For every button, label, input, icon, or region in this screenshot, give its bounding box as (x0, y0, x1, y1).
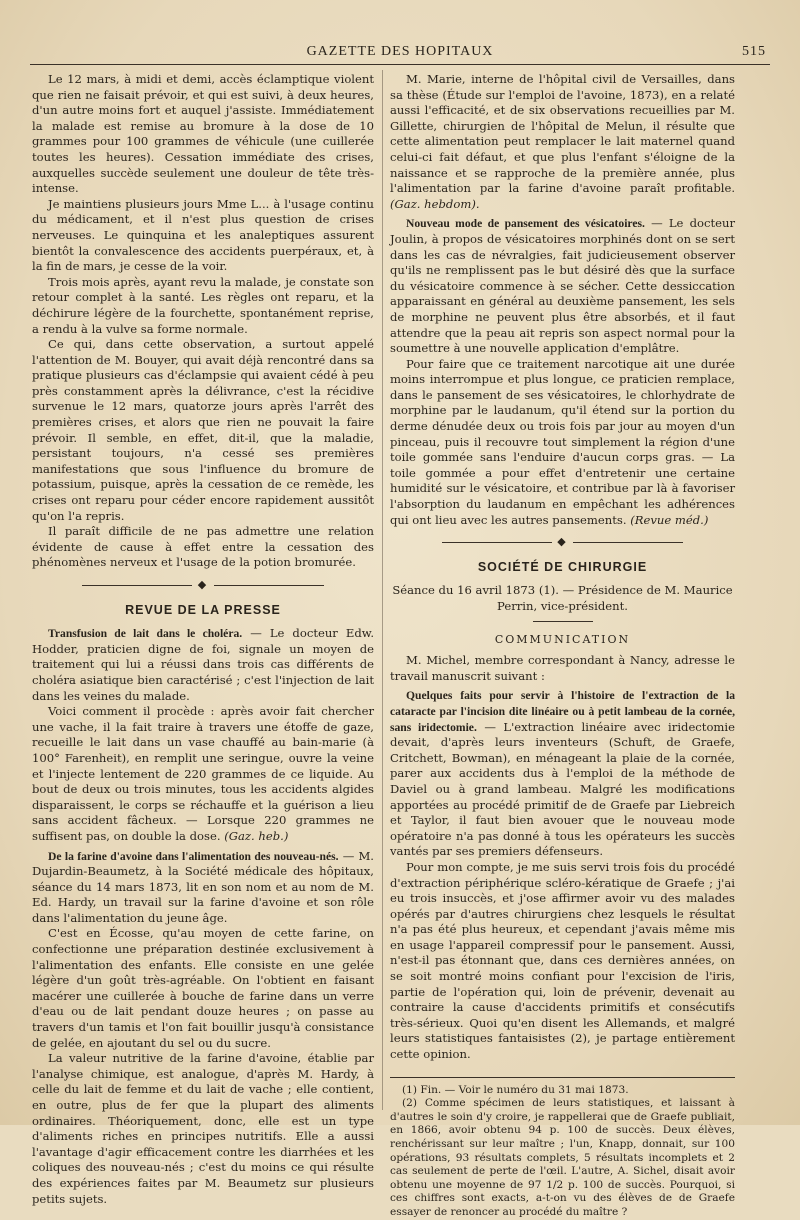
section-heading: REVUE DE LA PRESSE (125, 602, 281, 617)
article-text: Voici comment il procède : après avoir fait chercher une vache, il la fait traire à travers une étoffe de gaze, recueille le lait dans un vase chauffé au bain-marie (à 100° Farenheit), en remplit une seringue, ouvre la veine et l'injecte lentement de 220 grammes de ce liquide. Au bout de deux ou trois minutes, tous les accidents algides disparaissent, le corps se réchauffe et la guérison a lieu sans accident fâcheux. — Lorsque 220 grammes ne suffisent pas, on double la dose. (32, 704, 374, 843)
divider (533, 621, 593, 622)
article-text: — M. Dujardin-Beaumetz, à la Société médicale des hôpitaux, séance du 14 mars 1873, lit en son nom et au nom de M. Ed. Hardy, un travail sur la farine d'avoine et son rôle dans l'alimentation du jeune âge. (32, 848, 374, 925)
header-rule (30, 64, 770, 65)
citation: (Revue méd.) (630, 512, 709, 527)
article-text: — L'extraction linéaire avec iridectomie devait, d'après leurs inventeurs (Schuft, de Graefe, Critchett, Bowman), en ménageant la plaie de la cornée, parer aux accidents dus à l'emploi de la méthode de Daviel ou à grand lambeau. Malgré les modifications apportées au procédé primitif de de Graefe par Liebreich et Taylor, il faut bien avouer que le nouveau mode opératoire n'a pas donné à tous les opérateurs les succès vantés par ses premiers défenseurs. (390, 719, 735, 859)
paragraph: Ce qui, dans cette observation, a surtout appelé l'attention de M. Bouyer, qui avait déjà rencontré dans sa pratique plusieurs cas d'éclampsie qui avaient cédé à peu près constamment après la délivrance, c'est la récidive survenue le 12 mars, quatorze jours après l'arrêt des premières crises, et alors que rien ne pouvait la faire prévoir. Il semble, en effet, dit-il, que la maladie, persistant toujours, n'a cessé ses premières manifestations que sous l'influence du bromure de potassium, puisque, après la cessation de ce remède, les crises ont reparu pour céder encore rapidement aussitôt qu'on l'a repris. (32, 337, 374, 523)
left-column (32, 72, 374, 1207)
article-title: Nouveau mode de pansement des vésicatoires. (406, 217, 645, 231)
section-ornament: ◆ (32, 577, 374, 593)
paragraph (390, 72, 735, 212)
footnote: (1) Fin. — Voir le numéro du 31 mai 1873. (402, 1083, 629, 1096)
paragraph: Pour mon compte, je me suis servi trois fois du procédé d'extraction périphérique scléro-kératique de Graefe ; j'ai eu trois insuccès, et j'ose affirmer avoir vu des malades opérés par d'autres chirurgiens chez lesquels le résultat n'a pas été plus heureux, et cependant j'avais même mis en usage l'appareil compressif pour le pansement. Aussi, n'est-il pas étonnant que, dans ces dernières années, on se soit montré moins confiant pour l'excision de l'iris, partie de l'opération qui, loin de prévenir, devenait au contraire la cause d'accidents primitifs et consécutifs très-sérieux. Quoi qu'en disent les Allemands, et malgré leurs statistiques fantaisistes (2), je partage entièrement cette opinion. (390, 859, 735, 1062)
session-line: Séance du 16 avril 1873 (1). — Présidence de M. Maurice Perrin, vice-président. (392, 583, 733, 613)
article-cataracte (390, 688, 735, 860)
paragraph (32, 704, 374, 844)
society-heading: SOCIÉTÉ DE CHIRURGIE (477, 559, 648, 574)
article-text: Pour faire que ce traitement narcotique ait une durée moins interrompue et plus longue, ce praticien remplace, dans le pansement de ses vésicatoires, le chlorhydrate de morphine par le laudanum, qu'il étend sur la portion du derme dénudée deux ou trois fois par jour au moyen d'un pinceau, puis il recouvre tout simplement la région d'une toile gommée sans l'enduire d'aucun corps gras. — La toile gommée a pour effet d'entretenir une certaine humidité sur le vésicatoire, et contribue par là à favoriser l'absorption du laudanum en empêchant les adhérences qui ont lieu avec les autres pansements. (390, 356, 735, 527)
paragraph: Le 12 mars, à midi et demi, accès éclamptique violent que rien ne faisait prévoir, et qui est suivi, à deux heures, d'un autre moins fort et auquel j'assiste. Immédiatement la malade est remise au bromure à la dose de 10 grammes pour 100 grammes de véhicule (une cuillerée toutes les heures). Cessation immédiate des crises, auxquelles succède seulement une douleur de tête très-intense. (32, 72, 374, 196)
article-text: — Le docteur Joulin, à propos de vésicatoires morphinés dont on se sert dans les cas de névralgies, fait judicieusement observer qu'ils ne remplissent pas le but désiré dès que la surface du vésicatoire commence à se sécher. Cette dessiccation apparaissant en général au deuxième pansement, les sels de morphine ne peuvent plus être absorbés, et il faut attendre que la peau ait repris son aspect normal pour la soumettre à une nouvelle application d'emplâtre. (390, 216, 736, 356)
article-text: — Le docteur Edw. Hodder, praticien digne de foi, signale un moyen de traitement qui lui a réussi dans trois cas différents de choléra asiatique bien caractérisé ; c'est l'injection de lait dans les veines du malade. (32, 626, 375, 703)
citation: (Gaz. hebdom). (390, 196, 480, 211)
paragraph: Je maintiens plusieurs jours Mme L... à l'usage continu du médicament, et il n'est plus question de crises nerveuses. Le quinquina et les analeptiques assurent bientôt la convalescence des accidents puerpéraux, et, à la fin de mars, je cesse de la voir. (32, 196, 374, 274)
right-column (390, 72, 735, 1220)
citation: (Gaz. heb.) (224, 828, 289, 843)
paragraph: La valeur nutritive de la farine d'avoine, établie par l'analyse chimique, est analogue, d'après M. Hardy, à celle du lait de femme et du lait de vache ; elle contient, en outre, plus de fer que la plupart des aliments ordinaires. Théoriquement, donc, elle est un type d'aliments riches en principes nutritifs. Elle a aussi l'avantage d'agir efficacement contre les diarrhées et les coliques des nouveau-nés ; c'est du moins ce qui résulte des expériences faites par M. Beaumetz sur plusieurs petits sujets. (32, 1051, 374, 1206)
article-title: Transfusion de lait dans le choléra. (48, 627, 243, 641)
paragraph (390, 357, 735, 529)
column-divider (382, 70, 383, 1110)
paragraph: Trois mois après, ayant revu la malade, je constate son retour complet à la santé. Les règles ont reparu, et la déchirure légère de la fourchette, spontanément reprise, a rendu à la vulve sa forme normale. (32, 274, 374, 336)
section-ornament: ◆ (390, 534, 735, 550)
footnote: (2) Comme spécimen de leurs statistiques, et laissant à d'autres le soin d'y croire, je rappellerai que de Graefe publiait, en 1866, avoir obtenu 94 p. 100 de succès. Deux élèves, renchérissant sur leur maître ; l'un, Knapp, donnait, sur 100 opérations, 93 résultats complets, 5 résultats incomplets et 2 cas seulement de perte de l'œil. L'autre, A. Sichel, disait avoir obtenu une moyenne de 97 1/2 p. 100 de succès. Pourquoi, si ces chiffres sont exacts, a-t-on vu des élèves de de Graefe essayer de renoncer au procédé du maître ? (390, 1097, 735, 1218)
communication-label: COMMUNICATION (494, 632, 631, 646)
journal-title: GAZETTE DES HOPITAUX (306, 44, 494, 59)
article-vesicatoires (390, 216, 735, 356)
footnotes (390, 1084, 735, 1220)
article-transfusion (32, 626, 374, 704)
communication-intro: M. Michel, membre correspondant à Nancy, adresse le travail manuscrit suivant : (390, 653, 735, 683)
article-text: M. Marie, interne de l'hôpital civil de Versailles, dans sa thèse (Étude sur l'emploi de l'avoine, 1873), en a relaté aussi l'efficacité, et de six observations recueillies par M. Gillette, chirurgien de l'hôpital de Melun, il résulte que cette alimentation peut remplacer le lait maternel quand celui-ci fait défaut, et que plus l'enfant s'éloigne de la naissance et se rapproche de la première année, plus l'alimentation par la farine d'avoine paraît profitable. (390, 72, 735, 196)
article-title: De la farine d'avoine dans l'alimentation des nouveau-nés. (48, 849, 339, 863)
footnote-rule (390, 1077, 735, 1078)
paragraph: Il paraît difficile de ne pas admettre une relation évidente de cause à effet entre la cessation des phénomènes nerveux et l'usage de la potion bromurée. (32, 524, 374, 570)
paragraph: C'est en Écosse, qu'au moyen de cette farine, on confectionne une préparation destinée exclusivement à l'alimentation des enfants. Elle consiste en une gelée légère d'un goût très-agréable. On l'obtient en faisant macérer une cuillerée à bouche de farine dans un verre d'eau ou de lait pendant douze heures ; on passe au travers d'un tamis et l'on fait bouillir jusqu'à consistance de gelée, en ajoutant du sel ou du sucre. (32, 926, 374, 1050)
article-title: Quelques faits pour servir à l'histoire de l'extraction de la cataracte par l'incision dite linéaire ou à petit lambeau de la cornée, sans iridectomie. (390, 689, 735, 734)
article-avoine (32, 849, 374, 927)
running-head (30, 44, 770, 62)
page-number: 515 (742, 44, 766, 59)
